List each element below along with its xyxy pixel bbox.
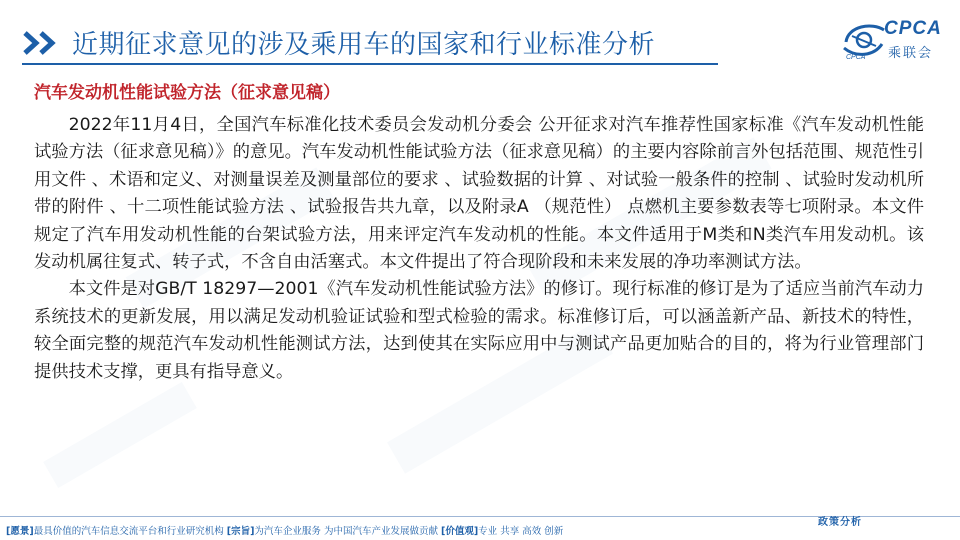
footer-values-text: 专业 共享 高效 创新: [478, 526, 564, 537]
footer-vision-text: 最具价值的汽车信息交流平台和行业研究机构: [33, 526, 224, 537]
chevron-double-right-icon: [22, 30, 62, 56]
logo-text-en: CPCA: [884, 18, 942, 39]
logo-subtext: CPCA: [846, 54, 866, 61]
footer-purpose-text: 为汽车企业服务 为中国汽车产业发展做贡献: [254, 526, 438, 537]
paragraph-2: 本文件是对GB/T 18297—2001《汽车发动机性能试验方法》的修订。现行标准的修订是为了适应当前汽车动力系统技术的更新发展，用以满足发动机验证试验和型式检验的需求。标准修订后，可以涵盖新产品、新技术的特性，较全面完整的规范汽车发动机性能测试方法，达到使其在实际应用中与测试产品更加贴合的目的，将为行业管理部门提供技术支撑，更具有指导意义。: [34, 279, 924, 382]
logo-text-cn: 乘联会: [888, 46, 934, 61]
footer-slogan: [6, 523, 563, 537]
section-heading: 汽车发动机性能试验方法（征求意见稿）: [34, 83, 340, 103]
footer-vision-key: [愿景]: [6, 526, 34, 537]
body-text: [34, 112, 924, 386]
footer-section-label: 政策分析: [818, 517, 862, 528]
title-divider: [22, 63, 718, 65]
page-title: 近期征求意见的涉及乘用车的国家和行业标准分析: [72, 30, 656, 60]
paragraph-1: 2022年11月4日，全国汽车标准化技术委员会发动机分委会 公开征求对汽车推荐性国家标准《汽车发动机性能试验方法（征求意见稿）》的意见。汽车发动机性能试验方法（征求意见稿）的主要内容除前言外包括范围、规范性引用文件 、术语和定义、对测量误差及测量部位的要求 、试验数据的计算 、对试验一般条件的控制 、试验时发动机所带的附件 、十二项性能试验方法 、试验报告共九章，以及附录A （规范性） 点燃机主要参数表等七项附录。本文件规定了汽车用发动机性能的台架试验方法，用来评定汽车发动机的性能。本文件适用于M类和N类汽车用发动机。该发动机属往复式、转子式，不含自由活塞式。本文件提出了符合现阶段和未来发展的净功率测试方法。: [34, 115, 924, 273]
footer-purpose-key: [宗旨]: [226, 526, 255, 537]
footer-divider: [0, 516, 960, 517]
footer-values-key: [价值观]: [440, 526, 479, 537]
